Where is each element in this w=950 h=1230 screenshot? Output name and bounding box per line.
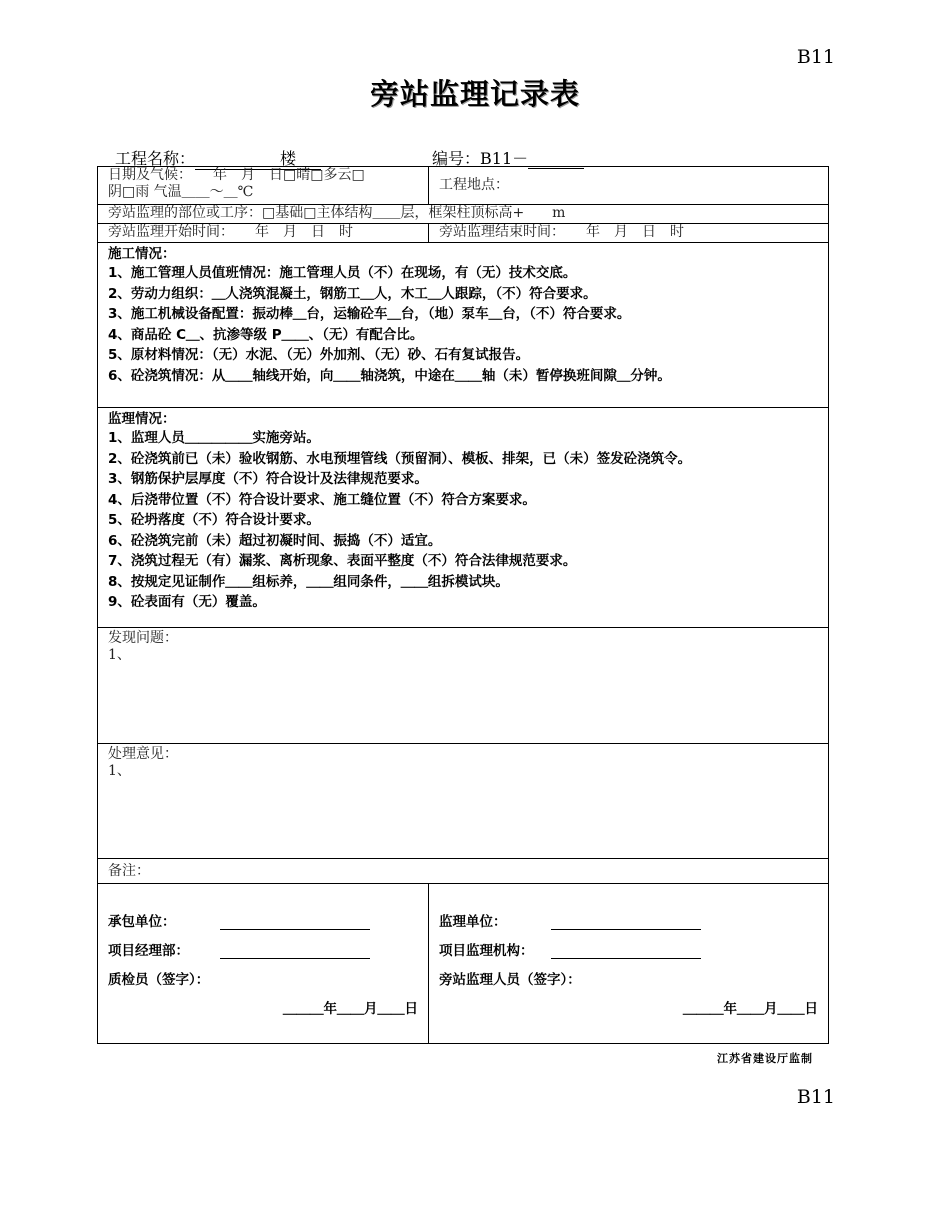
- construction-section: [98, 243, 829, 408]
- construction-item: 1、施工管理人员值班情况：施工管理人员（不）在现场，有（无）技术交底。: [108, 265, 577, 281]
- end-time-text: 旁站监理结束时间： 年 月 日 时: [439, 224, 684, 240]
- supervision-item: 9、砼表面有（无）覆盖。: [108, 594, 266, 610]
- project-name-suffix: 楼: [280, 149, 297, 168]
- supervisor-signature-cell: [429, 884, 829, 1044]
- part-process-text: 旁站监理的部位或工序：□基础□主体结构＿＿层，框架柱顶标高+ m: [108, 205, 566, 221]
- record-form: [97, 166, 829, 1044]
- supervisor-unit-label: 监理单位：: [439, 914, 507, 930]
- supervision-item: 3、钢筋保护层厚度（不）符合设计及法律规范要求。: [108, 471, 428, 487]
- contractor-signature-cell: [98, 884, 429, 1044]
- supervisor-dept-row: [439, 937, 818, 966]
- construction-item: 4、商品砼 C＿、抗渗等级 P＿＿、（无）有配合比。: [108, 326, 424, 343]
- date-weather-cell[interactable]: [98, 167, 429, 205]
- supervisor-sign-date[interactable]: ＿＿＿年＿＿月＿＿日: [683, 1001, 818, 1017]
- remarks-title: 备注：: [108, 862, 150, 879]
- supervision-item: 6、砼浇筑完前（未）超过初凝时间、振捣（不）适宜。: [108, 532, 442, 549]
- construction-item: 6、砼浇筑情况：从＿＿轴线开始，向＿＿轴浇筑，中途在＿＿轴（未）暂停换班间隙＿分钟。: [108, 367, 671, 384]
- page-title: 旁站监理记录表: [369, 77, 580, 111]
- supervisor-inspector-label: 旁站监理人员（签字）：: [439, 972, 581, 988]
- construction-item: 5、原材料情况：（无）水泥、（无）外加剂、（无）砂、石有复试报告。: [108, 347, 530, 363]
- contractor-sign-date[interactable]: ＿＿＿年＿＿月＿＿日: [283, 1001, 418, 1017]
- issuer-note: 江苏省建设厅监制: [717, 1052, 813, 1065]
- end-time-cell[interactable]: [429, 224, 829, 243]
- location-cell[interactable]: [429, 167, 829, 205]
- contractor-inspector-label: 质检员（签字）：: [108, 972, 210, 988]
- supervision-item: 4、后浇带位置（不）符合设计要求、施工缝位置（不）符合方案要求。: [108, 491, 536, 508]
- start-time-text: 旁站监理开始时间： 年 月 日 时: [108, 224, 353, 240]
- supervision-item: 8、按规定见证制作＿＿组标养，＿＿组同条件，＿＿组拆模试块。: [108, 573, 509, 590]
- handling-section[interactable]: [98, 744, 829, 859]
- handling-title: 处理意见：: [108, 746, 178, 762]
- date-weather-line2: 阴□雨 气温＿＿～＿℃: [108, 184, 254, 200]
- contractor-unit-row: [108, 908, 418, 937]
- start-time-cell[interactable]: [98, 224, 429, 243]
- remarks-section[interactable]: [98, 859, 829, 884]
- supervisor-unit-row: [439, 908, 818, 937]
- supervisor-unit-field[interactable]: [551, 915, 701, 930]
- serial-label: 编号：B11－: [432, 149, 529, 168]
- problems-section[interactable]: [98, 628, 829, 744]
- construction-title: 施工情况：: [108, 246, 176, 262]
- contractor-dept-field[interactable]: [220, 944, 370, 959]
- project-name-label: 工程名称：: [115, 149, 196, 168]
- contractor-dept-label: 项目经理部：: [108, 943, 189, 959]
- contractor-unit-field[interactable]: [220, 915, 370, 930]
- supervision-item: 2、砼浇筑前已（未）验收钢筋、水电预埋管线（预留洞）、模板、排架，已（未）签发砼浇筑令。: [108, 450, 692, 467]
- contractor-dept-row: [108, 937, 418, 966]
- supervision-list: [108, 428, 818, 613]
- supervision-item: 5、砼坍落度（不）符合设计要求。: [108, 512, 320, 528]
- part-process-cell[interactable]: [98, 205, 829, 224]
- supervision-item: 7、浇筑过程无（有）漏浆、离析现象、表面平整度（不）符合法律规范要求。: [108, 553, 577, 569]
- supervisor-dept-field[interactable]: [551, 944, 701, 959]
- construction-item: 2、劳动力组织：＿人浇筑混凝土，钢筋工＿人，木工＿人跟踪，（不）符合要求。: [108, 285, 597, 302]
- contractor-unit-label: 承包单位：: [108, 914, 176, 930]
- form-code-bottom: B11: [796, 1086, 835, 1108]
- handling-item: 1、: [108, 763, 131, 779]
- supervision-section: [98, 408, 829, 628]
- construction-list: [108, 263, 818, 386]
- location-label: 工程地点：: [439, 177, 509, 193]
- supervision-title: 监理情况：: [108, 411, 176, 427]
- problems-item: 1、: [108, 647, 131, 663]
- date-weather-line1: 日期及气候： 年 月 日□晴□多云□: [108, 167, 365, 183]
- form-code-top: B11: [796, 46, 835, 68]
- problems-title: 发现问题：: [108, 630, 178, 646]
- supervisor-dept-label: 项目监理机构：: [439, 943, 534, 959]
- construction-item: 3、施工机械设备配置：振动棒＿台，运输砼车＿台，（地）泵车＿台，（不）符合要求。: [108, 306, 631, 322]
- supervision-item: 1、监理人员＿＿＿＿＿实施旁站。: [108, 430, 320, 446]
